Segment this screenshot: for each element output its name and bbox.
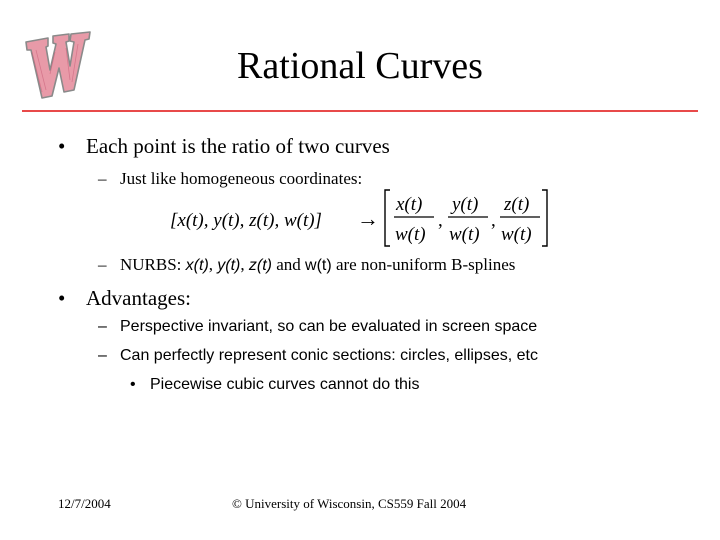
bullet-2 xyxy=(58,284,191,312)
bullet-marker: • xyxy=(58,134,66,158)
dash-marker: – xyxy=(98,318,107,335)
slide-title: Rational Curves xyxy=(237,45,483,87)
nurbs-z: z(t) xyxy=(248,257,272,274)
nurbs-suffix: are non-uniform B-splines xyxy=(331,255,516,274)
formula-arrow: → xyxy=(357,206,379,231)
bullet-1 xyxy=(58,132,390,160)
formula-num-y: y(t) xyxy=(452,194,479,215)
formula-den-3: w(t) xyxy=(501,224,532,245)
formula-num-x: x(t) xyxy=(396,194,423,215)
sub-bullet-text: Perspective invariant, so can be evaluated in screen space xyxy=(120,318,538,335)
nurbs-y: y(t) xyxy=(217,257,241,274)
formula-sep-2: , xyxy=(491,210,496,231)
nurbs-w: w(t) xyxy=(305,257,332,274)
nurbs-prefix: NURBS: xyxy=(120,255,186,274)
formula-lhs: [x(t), y(t), z(t), w(t)] xyxy=(170,210,322,231)
nurbs-comma-1: , xyxy=(208,255,218,274)
bullet-marker: • xyxy=(58,286,66,310)
bullet-marker: • xyxy=(130,376,136,393)
sub-bullet-text: Can perfectly represent conic sections: circles, ellipses, etc xyxy=(120,347,538,364)
formula-sep-1: , xyxy=(438,210,443,231)
bullet-1-text: Each point is the ratio of two curves xyxy=(86,134,390,158)
formula-num-z: z(t) xyxy=(504,194,530,215)
homogeneous-formula xyxy=(170,186,550,250)
dash-marker: – xyxy=(98,347,107,364)
dash-marker: – xyxy=(98,169,107,188)
formula-den-2: w(t) xyxy=(449,224,480,245)
sub-bullet-conics xyxy=(98,345,538,367)
formula-den-1: w(t) xyxy=(395,224,426,245)
nurbs-and: and xyxy=(272,255,306,274)
sub-bullet-text: Just like homogeneous coordinates: xyxy=(120,169,363,188)
bullet-2-text: Advantages: xyxy=(86,286,191,310)
footer-credit: © University of Wisconsin, CS559 Fall 2004 xyxy=(232,496,467,511)
footer-date: 12/7/2004 xyxy=(58,496,111,511)
nurbs-x: x(t) xyxy=(185,257,209,274)
sub-sub-bullet-cubic xyxy=(130,374,419,396)
sub-sub-bullet-text: Piecewise cubic curves cannot do this xyxy=(150,376,420,393)
wisconsin-w-logo-icon xyxy=(22,30,94,102)
dash-marker: – xyxy=(98,255,107,274)
sub-bullet-nurbs xyxy=(98,254,515,277)
nurbs-comma-2: , xyxy=(240,255,249,274)
sub-bullet-perspective xyxy=(98,316,537,338)
title-divider xyxy=(22,110,698,112)
